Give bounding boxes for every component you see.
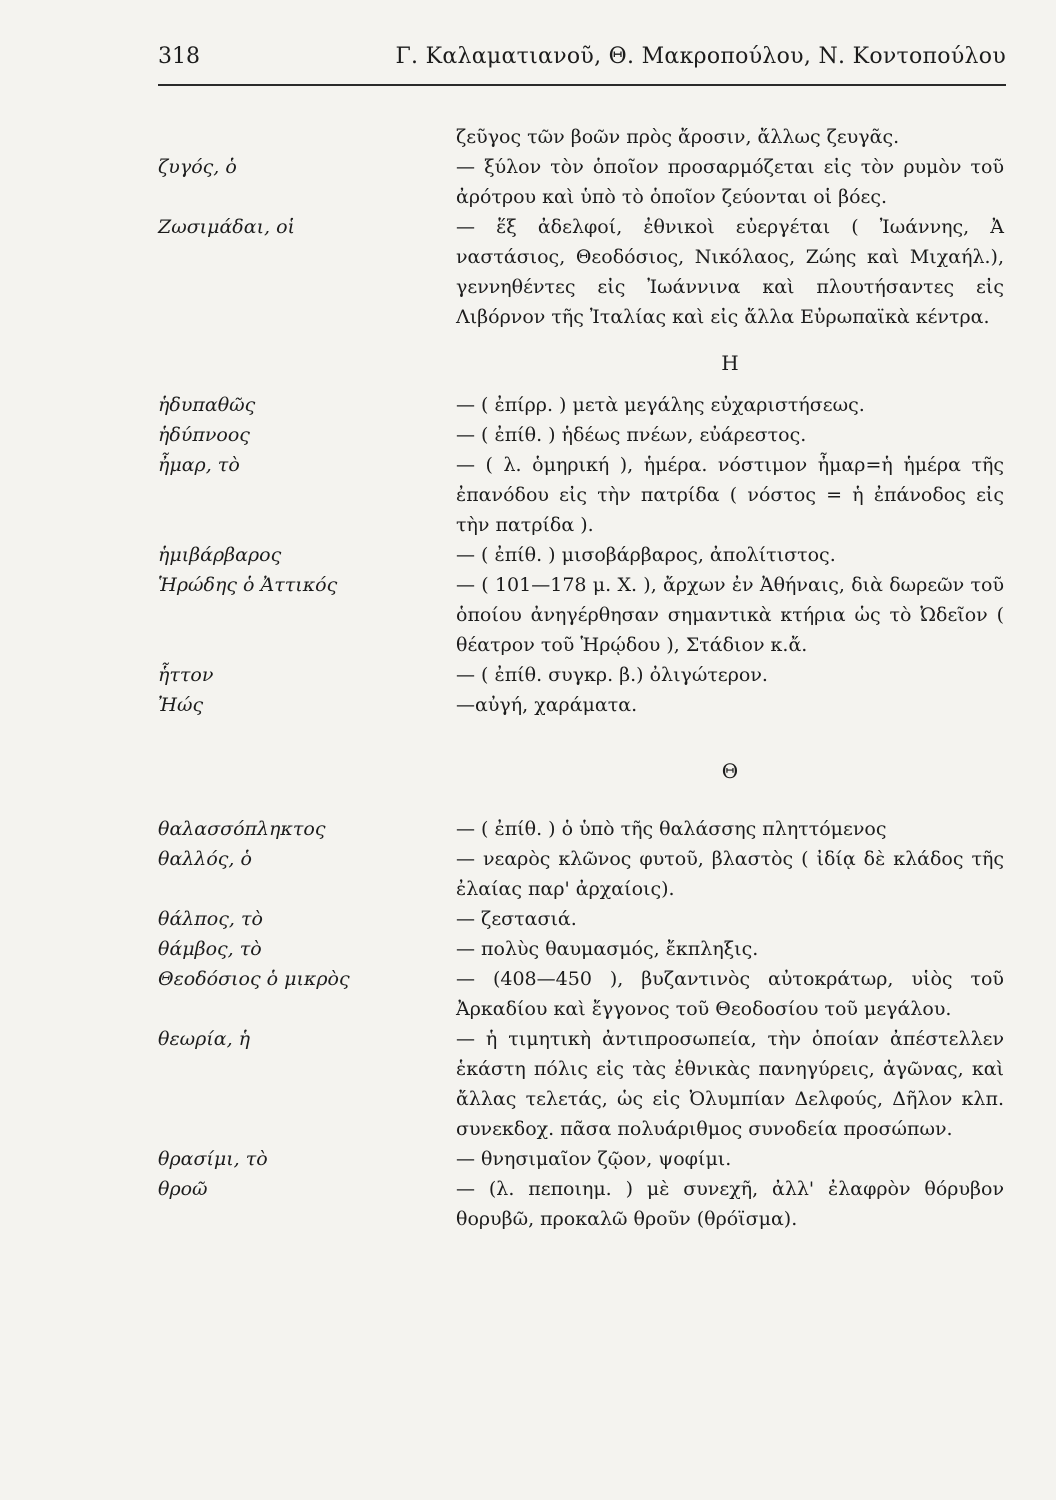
entry-term: ἡμιβάρβαρος xyxy=(158,544,282,566)
entry-definition: — ( λ. ὁμηρική ), ἡμέρα. νόστιμον ἦμαρ=ἡ ἡμέρα τῆς ἐπανόδου εἰς τὴν πατρίδα ( νόστος = ἡ ἐπάνοδος εἰς τὴν πατρίδα ). xyxy=(456,454,1004,536)
glossary-entry xyxy=(158,450,1006,540)
entry-definition: — (λ. πεποιημ. ) μὲ συνεχῆ, ἀλλ' ἐλαφρὸν θόρυβον θορυβῶ, προκαλῶ θροῦν (θρόϊσμα). xyxy=(456,1178,1004,1230)
entry-term: θαλλός, ὁ xyxy=(158,848,252,870)
entry-definition: ζεῦγος τῶν βοῶν πρὸς ἄροσιν, ἄλλως ζευγᾶς. xyxy=(456,126,900,148)
entry-term: Θεοδόσιος ὁ μικρὸς xyxy=(158,968,350,990)
glossary-entry xyxy=(158,390,1006,420)
entry-term: ἡδυπαθῶς xyxy=(158,394,256,416)
glossary-entry xyxy=(158,570,1006,660)
entry-term: ἦμαρ, τὸ xyxy=(158,454,240,476)
entry-term: ἡδύπνοος xyxy=(158,424,250,446)
glossary-entry xyxy=(158,122,1006,152)
entry-term: Ἡρώδης ὁ Ἀττικός xyxy=(158,574,338,596)
entry-term: θεωρία, ἡ xyxy=(158,1028,251,1050)
entry-term: θαλασσόπληκτος xyxy=(158,818,326,840)
entry-definition: — (408—450 ), βυζαντινὸς αὐτοκράτωρ, υἱὸς τοῦ Ἀρκαδίου καὶ ἔγγονος τοῦ Θεοδοσίου τοῦ μεγάλου. xyxy=(456,968,1004,1020)
glossary-entry xyxy=(158,964,1006,1024)
glossary-entry xyxy=(158,212,1006,332)
entry-definition: — ( ἐπίθ. ) ὁ ὑπὸ τῆς θαλάσσης πληττόμενος xyxy=(456,818,887,840)
entry-definition: — ( ἐπίθ. ) μισοβάρβαρος, ἀπολίτιστος. xyxy=(456,544,836,566)
glossary-entry xyxy=(158,660,1006,690)
entry-definition: — νεαρὸς κλῶνος φυτοῦ, βλαστὸς ( ἰδίᾳ δὲ κλάδος τῆς ἐλαίας παρ' ἀρχαίοις). xyxy=(456,848,1004,900)
page-header xyxy=(158,40,1006,86)
glossary-entry xyxy=(158,844,1006,904)
glossary-entry xyxy=(158,1144,1006,1174)
running-title: Γ. Καλαματιανοῦ, Θ. Μακροπούλου, Ν. Κοντοπούλου xyxy=(395,44,1006,69)
entry-term: Ἠώς xyxy=(158,694,204,716)
glossary-entry xyxy=(158,904,1006,934)
entry-definition: — ἡ τιμητικὴ ἀντιπροσωπεία, τὴν ὁποίαν ἀπέστελλεν ἑκάστη πόλις εἰς τὰς ἐθνικὰς πανηγύρεις, ἀγῶνας, καὶ ἄλλας τελετάς, ὡς εἰς Ὀλυμπίαν Δελφούς, Δῆλον κλπ. συνεκδοχ. πᾶσα πολυάριθμος συνοδεία προσώπων. xyxy=(456,1028,1004,1140)
entry-definition: — ἕξ ἀδελφοί, ἐθνικοὶ εὐεργέται ( Ἰωάννης, Ἀ ναστάσιος, Θεοδόσιος, Νικόλαος, Ζώης καὶ Μιχαήλ.), γεννηθέντες εἰς Ἰωάννινα καὶ πλουτήσαντες εἰς Λιβόρνον τῆς Ἰταλίας καὶ εἰς ἄλλα Εὐρωπαϊκὰ κέντρα. xyxy=(456,216,1004,328)
entry-definition: — ζεστασιά. xyxy=(456,908,577,930)
entry-definition: — ( 101—178 μ. Χ. ), ἄρχων ἐν Ἀθήναις, διὰ δωρεῶν τοῦ ὁποίου ἀνηγέρθησαν σημαντικὰ κτήρια ὡς τὸ Ὠδεῖον ( θέατρον τοῦ Ἡρῴδου ), Στάδιον κ.ἄ. xyxy=(456,574,1004,656)
entry-term: ζυγός, ὁ xyxy=(158,156,237,178)
glossary-entry xyxy=(158,814,1006,844)
glossary-entry xyxy=(158,152,1006,212)
glossary-entry xyxy=(158,540,1006,570)
entry-definition: — ( ἐπίρρ. ) μετὰ μεγάλης εὐχαριστήσεως. xyxy=(456,394,865,416)
entry-term: θάμβος, τὸ xyxy=(158,938,262,960)
glossary-entry xyxy=(158,420,1006,450)
entry-definition: — ( ἐπίθ. συγκρ. β.) ὀλιγώτερον. xyxy=(456,664,768,686)
section-letter-eta: Η xyxy=(721,351,739,375)
section-letter-theta: Θ xyxy=(721,759,739,783)
glossary-entries xyxy=(158,122,1006,1234)
glossary-entry xyxy=(158,1024,1006,1144)
entry-definition: — ξύλον τὸν ὁποῖον προσαρμόζεται εἰς τὸν ρυμὸν τοῦ ἀρότρου καὶ ὑπὸ τὸ ὁποῖον ζεύονται οἱ βόες. xyxy=(456,156,1004,208)
entry-definition: — πολὺς θαυμασμός, ἔκπληξις. xyxy=(456,938,759,960)
entry-definition: — θνησιμαῖον ζῷον, ψοφίμι. xyxy=(456,1148,732,1170)
entry-definition: — ( ἐπίθ. ) ἡδέως πνέων, εὐάρεστος. xyxy=(456,424,807,446)
entry-definition: —αὐγή, χαράματα. xyxy=(456,694,638,716)
glossary-entry xyxy=(158,1174,1006,1234)
entry-term: θροῶ xyxy=(158,1178,208,1200)
page-number: 318 xyxy=(158,44,200,69)
entry-term: Ζωσιμάδαι, οἱ xyxy=(158,216,295,238)
entry-term: ἧττον xyxy=(158,664,214,686)
entry-term: θρασίμι, τὸ xyxy=(158,1148,268,1170)
entry-term: θάλπος, τὸ xyxy=(158,908,263,930)
glossary-entry xyxy=(158,934,1006,964)
glossary-entry xyxy=(158,690,1006,720)
